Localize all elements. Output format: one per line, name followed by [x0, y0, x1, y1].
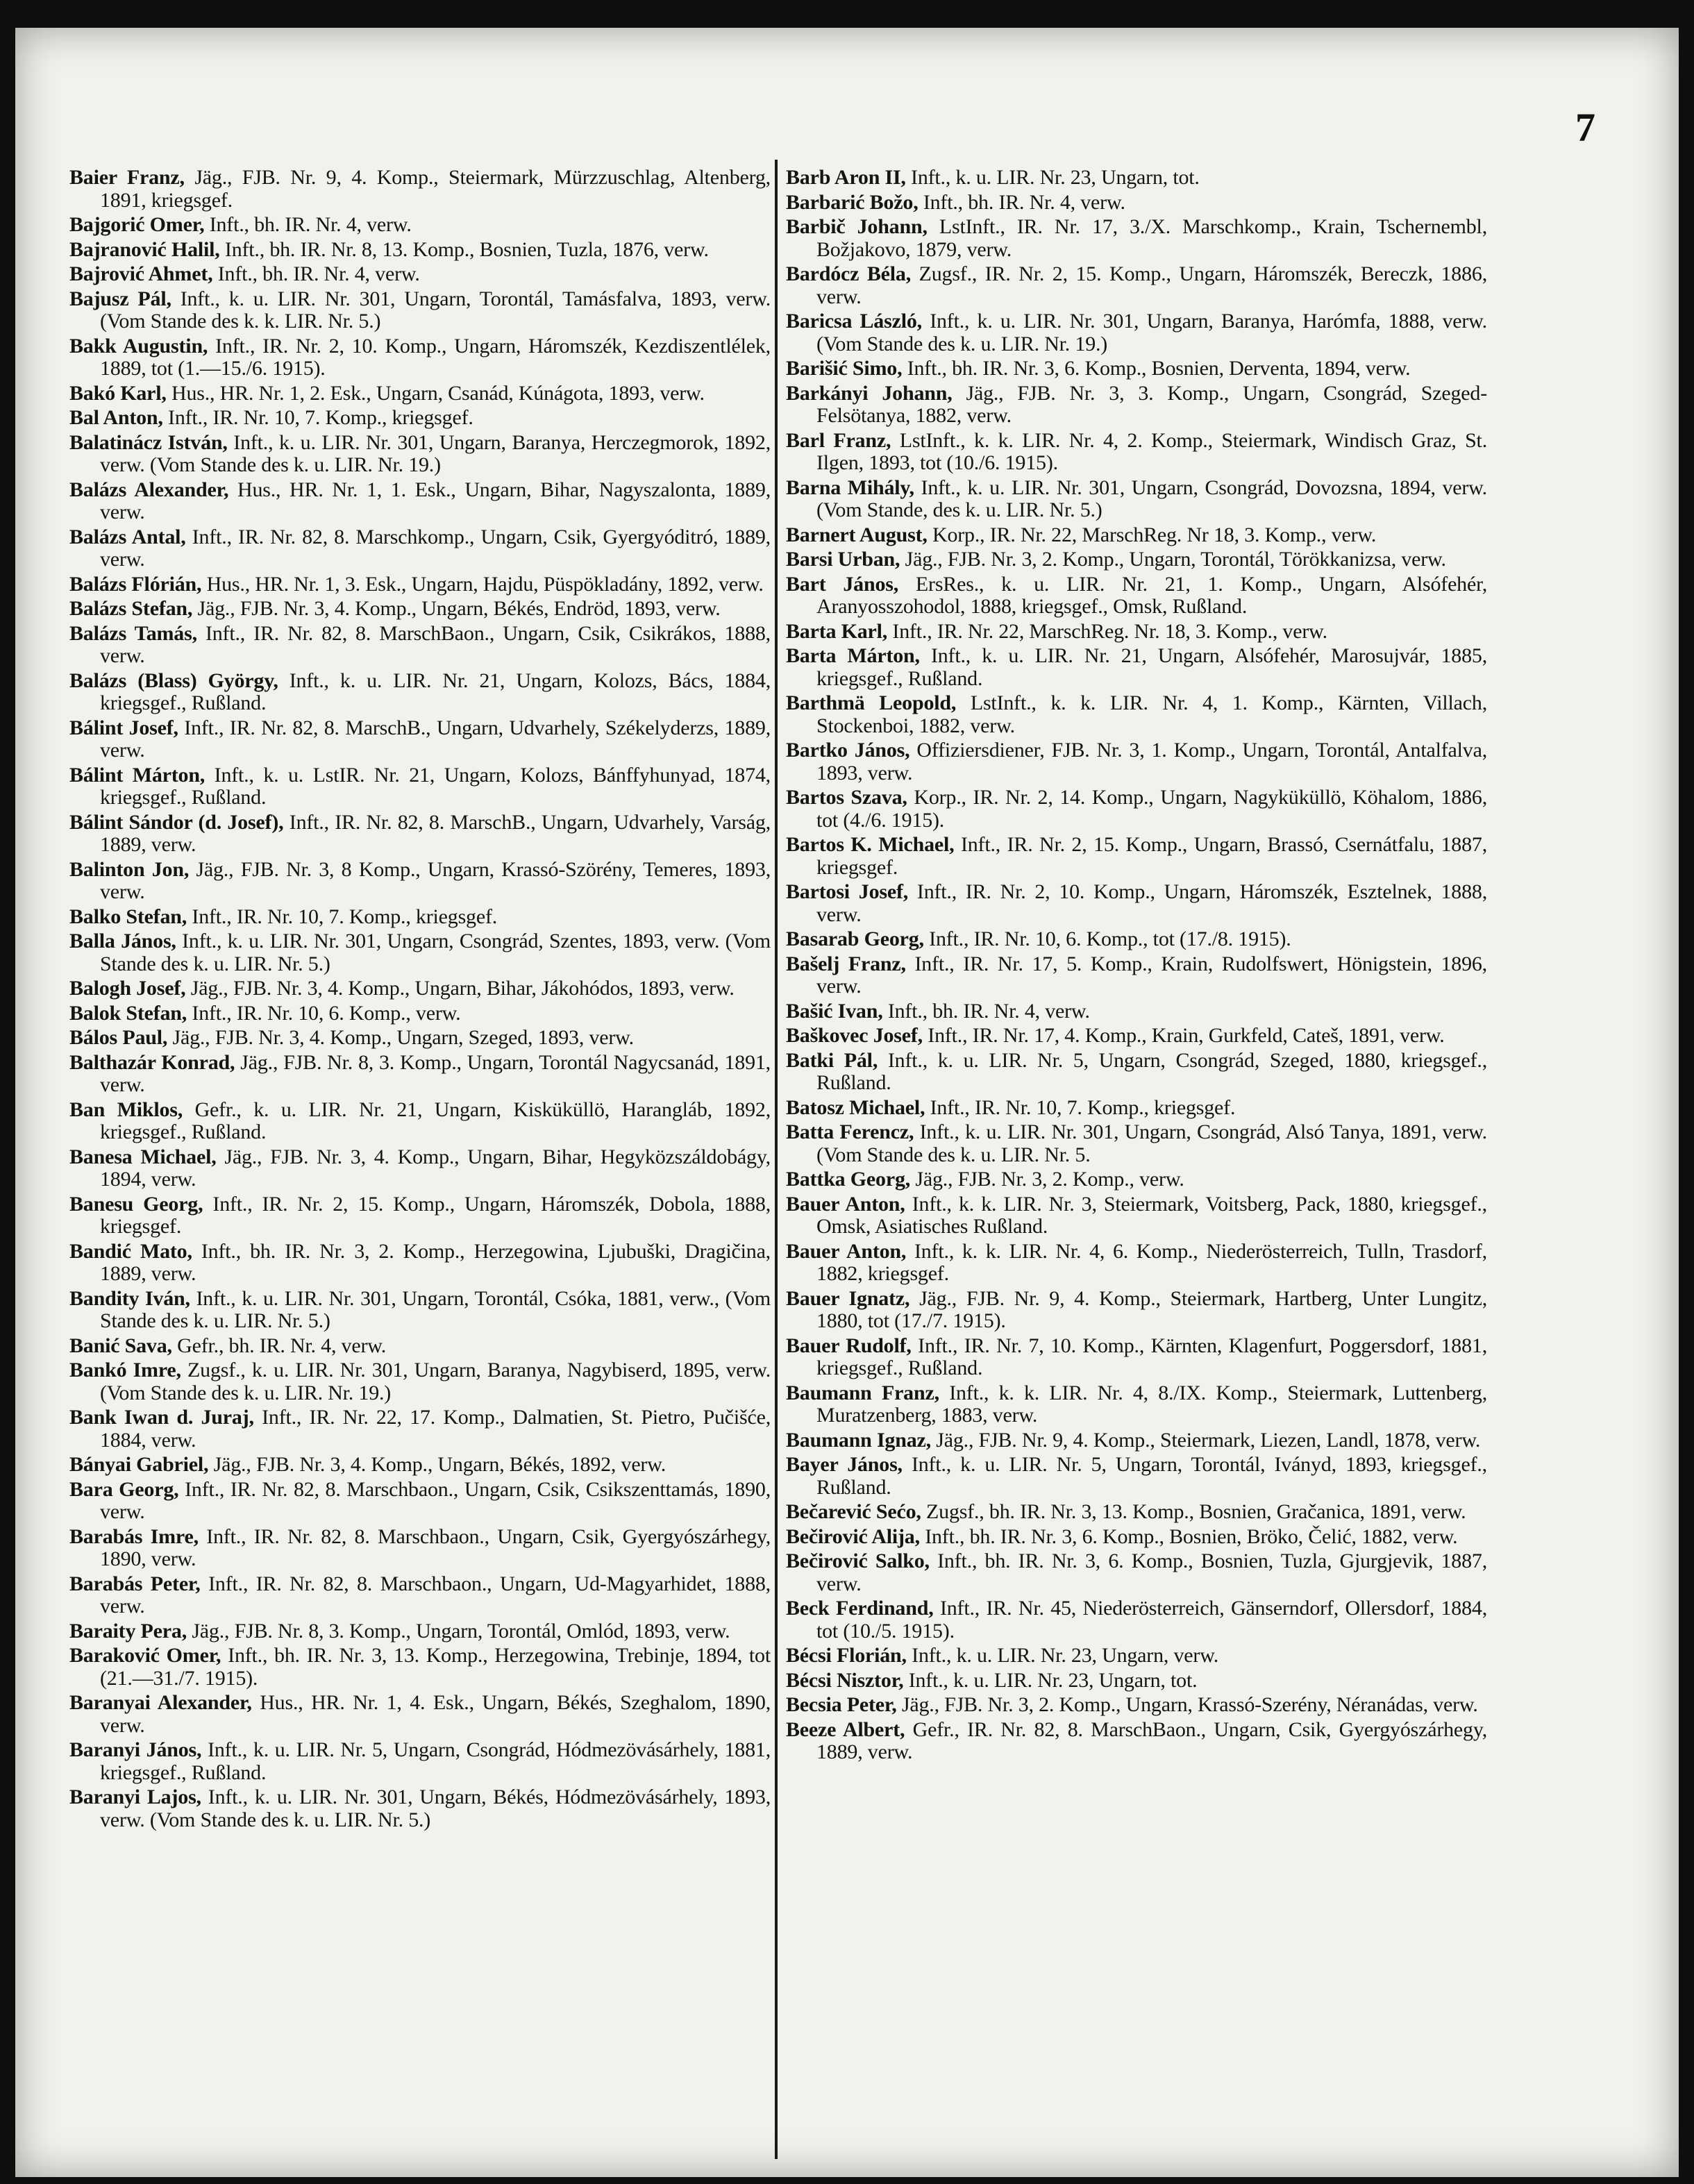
roster-entry [786, 430, 1487, 475]
roster-entry [786, 548, 1487, 571]
entry-name: Bašić Ivan, [786, 999, 883, 1023]
entry-details: Zugsf., bh. IR. Nr. 3, 13. Komp., Bosnien, Gračanica, 1891, verw. [926, 1500, 1466, 1523]
entry-name: Bečirović Salko, [786, 1549, 930, 1572]
entry-name: Balla János, [69, 930, 176, 952]
entry-details: Korp., IR. Nr. 2, 14. Komp., Ungarn, Nagyküküllö, Köhalom, 1886, tot (4./6. 1915). [816, 786, 1487, 832]
roster-entry [786, 1335, 1487, 1380]
roster-entry [786, 1501, 1487, 1524]
roster-entry [69, 1099, 771, 1144]
entry-details: Inft., IR. Nr. 2, 10. Komp., Ungarn, Háromszék, Esztelnek, 1888, verw. [816, 880, 1487, 926]
entry-details: Inft., k. u. LIR. Nr. 23, Ungarn, tot. [911, 167, 1200, 189]
left-column [69, 167, 771, 2152]
roster-entry [786, 1382, 1487, 1427]
entry-details: Gefr., IR. Nr. 82, 8. MarschBaon., Ungarn, Csik, Gyergyószárhegy, 1889, verw. [816, 1717, 1487, 1763]
entry-details: Inft., IR. Nr. 10, 6. Komp., tot (17./8. 1915). [929, 927, 1291, 950]
entry-details: Inft., bh. IR. Nr. 4, verw. [923, 190, 1125, 214]
roster-entry [786, 1526, 1487, 1549]
entry-details: Inft., k. u. LIR. Nr. 5, Ungarn, Csongrád, Hódmezövásárhely, 1881, kriegsgef., Rußland. [100, 1738, 771, 1784]
entry-details: Jäg., FJB. Nr. 3, 4. Komp., Ungarn, Bihar, Jákohódos, 1893, verw. [190, 977, 735, 1000]
entry-details: Inft., IR. Nr. 22, MarschReg. Nr. 18, 3. Komp., verw. [892, 619, 1327, 643]
roster-entry [786, 787, 1487, 832]
roster-entry [69, 1193, 771, 1238]
roster-entry [69, 859, 771, 904]
entry-name: Bartko János, [786, 739, 910, 762]
entry-details: Inft., bh. IR. Nr. 3, 6. Komp., Bosnien, Derventa, 1894, verw. [907, 357, 1411, 380]
roster-entry [786, 263, 1487, 308]
entry-name: Balinton Jon, [69, 857, 190, 881]
entry-name: Beck Ferdinand, [786, 1597, 934, 1620]
entry-details: Jäg., FJB. Nr. 9, 4. Komp., Steiermark, Mürzzuschlag, Altenberg, 1891, kriegsgef. [100, 167, 771, 212]
entry-name: Bal Anton, [69, 406, 163, 429]
entry-name: Barbarić Božo, [786, 190, 919, 214]
roster-entry [69, 1479, 771, 1524]
entry-details: Inft., IR. Nr. 82, 8. Marschbaon., Ungarn, Ud-Magyarhidet, 1888, verw. [100, 1572, 771, 1618]
entry-name: Bálint Márton, [69, 763, 206, 787]
roster-entry [69, 383, 771, 405]
entry-details: Inft., IR. Nr. 82, 8. MarschBaon., Ungarn, Csik, Csikrákos, 1888, verw. [100, 621, 771, 667]
roster-entry [69, 573, 771, 596]
entry-name: Barabás Imre, [69, 1524, 199, 1548]
roster-entry [786, 1241, 1487, 1286]
roster-entry [786, 881, 1487, 926]
entry-name: Bardócz Béla, [786, 262, 911, 285]
roster-entry [69, 812, 771, 857]
entry-name: Bálos Paul, [69, 1026, 168, 1049]
roster-entry [69, 1573, 771, 1618]
entry-details: Inft., IR. Nr. 10, 6. Komp., verw. [192, 1001, 461, 1025]
roster-entry [69, 1620, 771, 1643]
roster-entry [69, 930, 771, 975]
book-page [15, 28, 1679, 2177]
entry-details: Jäg., FJB. Nr. 8, 3. Komp., Ungarn, Torontál, Omlód, 1893, verw. [192, 1619, 730, 1643]
roster-entry [69, 479, 771, 524]
roster-entry [69, 906, 771, 929]
entry-name: Bečirović Alija, [786, 1524, 920, 1548]
roster-entry [786, 953, 1487, 998]
roster-entry [69, 670, 771, 715]
entry-name: Bečarević Sećo, [786, 1500, 921, 1523]
entry-details: Inft., k. u. LIR. Nr. 21, Ungarn, Alsófehér, Marosujvár, 1885, kriegsgef., Rußland. [816, 644, 1487, 690]
entry-name: Balko Stefan, [69, 905, 187, 928]
entry-name: Barbič Johann, [786, 215, 928, 238]
entry-details: Inft., IR. Nr. 22, 17. Komp., Dalmatien, St. Pietro, Pučišće, 1884, verw. [100, 1406, 771, 1452]
entry-name: Bartosi Josef, [786, 880, 909, 903]
entry-name: Baraković Omer, [69, 1644, 221, 1667]
roster-entry [69, 1241, 771, 1286]
entry-name: Bandić Mato, [69, 1239, 192, 1263]
roster-entry [69, 263, 771, 286]
entry-details: Inft., IR. Nr. 17, 5. Komp., Krain, Rudolfswert, Hönigstein, 1896, verw. [816, 952, 1487, 998]
entry-name: Barnert August, [786, 523, 928, 546]
entry-name: Bécsi Nisztor, [786, 1668, 904, 1692]
entry-name: Balázs Stefan, [69, 597, 193, 620]
roster-entry [69, 1739, 771, 1784]
roster-entry [786, 192, 1487, 215]
roster-entry [786, 645, 1487, 690]
entry-name: Balázs (Blass) György, [69, 669, 278, 692]
roster-entry [786, 928, 1487, 951]
entry-details: Inft., k. u. LIR. Nr. 301, Ungarn, Baranya, Harómfa, 1888, verw. (Vom Stande des k. u. LIR. Nr. 19.) [816, 310, 1487, 355]
entry-details: Inft., IR. Nr. 2, 15. Komp., Ungarn, Brassó, Csernátfalu, 1887, kriegsgef. [816, 833, 1487, 879]
entry-details: Inft., bh. IR. Nr. 3, 13. Komp., Herzegowina, Trebinje, 1894, tot (21.—31./7. 1915). [100, 1644, 771, 1690]
entry-name: Bakk Augustin, [69, 334, 208, 358]
entry-details: Inft., IR. Nr. 45, Niederösterreich, Gänserndorf, Ollersdorf, 1884, tot (10./5. 1915). [816, 1597, 1487, 1643]
entry-details: Inft., k. u. LIR. Nr. 5, Ungarn, Csongrád, Szeged, 1880, kriegsgef., Rußland. [816, 1048, 1487, 1094]
roster-entry [69, 977, 771, 1000]
roster-entry [786, 1050, 1487, 1095]
entry-details: Inft., IR. Nr. 82, 8. Marschkomp., Ungarn, Csik, Gyergyóditró, 1889, verw. [100, 525, 771, 571]
roster-entry [786, 1454, 1487, 1499]
entry-details: Zugsf., IR. Nr. 2, 15. Komp., Ungarn, Háromszék, Bereczk, 1886, verw. [816, 262, 1487, 308]
entry-details: Offiziersdiener, FJB. Nr. 3, 1. Komp., Ungarn, Torontál, Antalfalva, 1893, verw. [816, 739, 1487, 784]
entry-name: Bauer Anton, [786, 1192, 905, 1216]
roster-entry [786, 1168, 1487, 1191]
entry-details: Inft., IR. Nr. 10, 7. Komp., kriegsgef. [930, 1095, 1236, 1119]
roster-entry [786, 1597, 1487, 1643]
entry-details: Jäg., FJB. Nr. 9, 4. Komp., Steiermark, Hartberg, Unter Lungitz, 1880, tot (17./7. 1915). [816, 1286, 1487, 1332]
roster-entry [786, 573, 1487, 619]
entry-name: Beeze Albert, [786, 1717, 905, 1741]
entry-name: Bajrović Ahmet, [69, 262, 213, 285]
entry-details: LstInft., IR. Nr. 17, 3./X. Marschkomp., Krain, Tschernembl, Božjakovo, 1879, verw. [816, 215, 1487, 261]
roster-entry [786, 358, 1487, 380]
roster-entry [69, 764, 771, 809]
entry-details: Hus., HR. Nr. 1, 3. Esk., Ungarn, Hajdu, Püspökladány, 1892, verw. [206, 572, 764, 596]
entry-name: Ban Miklos, [69, 1098, 183, 1121]
roster-entry [69, 1454, 771, 1477]
entry-name: Baumann Franz, [786, 1381, 939, 1404]
entry-details: Inft., k. u. LstIR. Nr. 21, Ungarn, Kolozs, Bánffyhunyad, 1874, kriegsgef., Rußland. [100, 763, 771, 809]
entry-name: Baranyi Lajos, [69, 1786, 201, 1808]
roster-entry [786, 1288, 1487, 1333]
roster-entry [786, 1097, 1487, 1120]
roster-entry [69, 526, 771, 571]
entry-name: Bajusz Pál, [69, 287, 171, 310]
entry-name: Becsia Peter, [786, 1693, 897, 1716]
entry-details: Jäg., FJB. Nr. 3, 4. Komp., Ungarn, Békés, Endröd, 1893, verw. [197, 597, 721, 620]
roster-entry [69, 1288, 771, 1333]
roster-entry [69, 1146, 771, 1191]
roster-entry [69, 1645, 771, 1690]
entry-name: Bajgorić Omer, [69, 213, 205, 236]
entry-name: Bécsi Florián, [786, 1644, 907, 1667]
roster-entry [69, 239, 771, 262]
entry-name: Bauer Ignatz, [786, 1286, 910, 1310]
entry-details: LstInft., k. k. LIR. Nr. 4, 1. Komp., Kärnten, Villach, Stockenboi, 1882, verw. [816, 691, 1487, 737]
entry-name: Bauer Anton, [786, 1239, 907, 1263]
roster-entry [786, 216, 1487, 261]
entry-details: Inft., k. u. LIR. Nr. 301, Ungarn, Torontál, Tamásfalva, 1893, verw. (Vom Stande des k. k. LIR. Nr. 5.) [100, 287, 771, 333]
entry-details: Jäg., FJB. Nr. 3, 2. Komp., Ungarn, Krassó-Szerény, Néranádas, verw. [901, 1693, 1478, 1716]
entry-name: Barabás Peter, [69, 1572, 201, 1595]
entry-name: Bauer Rudolf, [786, 1334, 912, 1357]
entry-name: Bakó Karl, [69, 381, 167, 405]
roster-entry [69, 432, 771, 477]
entry-details: Inft., bh. IR. Nr. 3, 2. Komp., Herzegowina, Ljubuški, Dragičina, 1889, verw. [100, 1239, 771, 1285]
entry-details: Inft., k. u. LIR. Nr. 5, Ungarn, Torontál, Iványd, 1893, kriegsgef., Rußland. [816, 1453, 1487, 1499]
entry-name: Bajranović Halil, [69, 237, 220, 261]
entry-details: Inft., k. u. LIR. Nr. 23, Ungarn, tot. [908, 1668, 1198, 1692]
entry-name: Balogh Josef, [69, 977, 186, 1000]
entry-details: Inft., IR. Nr. 82, 8. MarschB., Ungarn, Udvarhely, Székelyderzs, 1889, verw. [100, 716, 771, 762]
entry-details: Inft., IR. Nr. 10, 7. Komp., kriegsgef. [192, 905, 498, 928]
entry-details: Inft., bh. IR. Nr. 4, verw. [217, 262, 420, 285]
entry-name: Balatinácz István, [69, 430, 228, 454]
entry-details: Jäg., FJB. Nr. 3, 2. Komp., verw. [915, 1168, 1184, 1191]
entry-name: Barthmä Leopold, [786, 691, 957, 714]
entry-details: Inft., k. u. LIR. Nr. 301, Ungarn, Csongrád, Szentes, 1893, verw. (Vom Stande des k. u. LIR. Nr. 5.) [100, 930, 771, 975]
roster-entry [69, 214, 771, 237]
entry-name: Barsi Urban, [786, 548, 900, 571]
entry-details: Jäg., FJB. Nr. 3, 4. Komp., Ungarn, Békés, 1892, verw. [213, 1453, 666, 1476]
entry-details: Inft., k. u. LIR. Nr. 21, Ungarn, Kolozs, Bács, 1884, kriegsgef., Rußland. [100, 669, 771, 714]
roster-entry [69, 407, 771, 430]
entry-name: Balázs Antal, [69, 525, 186, 548]
roster-entry [786, 621, 1487, 644]
entry-name: Battka Georg, [786, 1168, 911, 1191]
column-divider [775, 160, 778, 2159]
entry-details: Jäg., FJB. Nr. 3, 8 Komp., Ungarn, Krassó-Szörény, Temeres, 1893, verw. [100, 857, 771, 903]
entry-name: Bank Iwan d. Juraj, [69, 1406, 254, 1429]
entry-details: Gefr., k. u. LIR. Nr. 21, Ungarn, Kisküküllö, Harangláb, 1892, kriegsgef., Rußland. [100, 1098, 771, 1143]
entry-details: Jäg., FJB. Nr. 3, 4. Komp., Ungarn, Bihar, Hegyközszáldobágy, 1894, verw. [100, 1145, 771, 1191]
roster-entry [786, 834, 1487, 879]
entry-details: Inft., IR. Nr. 17, 4. Komp., Krain, Gurkfeld, Cateš, 1891, verw. [928, 1024, 1445, 1047]
entry-details: Jäg., FJB. Nr. 8, 3. Komp., Ungarn, Torontál Nagycsanád, 1891, verw. [100, 1050, 771, 1096]
entry-name: Balthazár Konrad, [69, 1050, 235, 1074]
entry-details: Inft., IR. Nr. 82, 8. MarschB., Ungarn, Udvarhely, Varság, 1889, verw. [100, 810, 771, 856]
entry-details: Inft., k. u. LIR. Nr. 301, Ungarn, Csongrád, Alsó Tanya, 1891, verw. (Vom Stande des k. u. LIR. Nr. 5. [816, 1120, 1487, 1166]
entry-details: LstInft., k. k. LIR. Nr. 4, 2. Komp., Steiermark, Windisch Graz, St. Ilgen, 1893, tot (10./6. 1915). [816, 428, 1487, 474]
entry-details: Hus., HR. Nr. 1, 1. Esk., Ungarn, Bihar, Nagyszalonta, 1889, verw. [100, 478, 771, 523]
entry-details: Zugsf., k. u. LIR. Nr. 301, Ungarn, Baranya, Nagybiserd, 1895, verw. (Vom Stande des k. u. LIR. Nr. 19.) [100, 1359, 771, 1404]
entry-details: Inft., IR. Nr. 2, 15. Komp., Ungarn, Háromszék, Dobola, 1888, kriegsgef. [100, 1192, 771, 1238]
entry-name: Balázs Tamás, [69, 621, 197, 645]
entry-name: Bálint Sándor (d. Josef), [69, 810, 284, 834]
entry-details: Inft., IR. Nr. 82, 8. Marschbaon., Ungarn, Csik, Csikszenttamás, 1890, verw. [100, 1477, 771, 1523]
entry-name: Barta Karl, [786, 619, 888, 643]
roster-entry [786, 383, 1487, 428]
entry-name: Batki Pál, [786, 1048, 878, 1072]
roster-entry [786, 1670, 1487, 1692]
entry-details: Jäg., FJB. Nr. 3, 3. Komp., Ungarn, Csongrád, Szeged-Felsötanya, 1882, verw. [816, 381, 1487, 427]
entry-details: ErsRes., k. u. LIR. Nr. 21, 1. Komp., Ungarn, Alsófehér, Aranyosszohodol, 1888, kriegsgef., Omsk, Rußland. [816, 572, 1487, 618]
entry-name: Batosz Michael, [786, 1095, 925, 1119]
entry-details: Inft., IR. Nr. 10, 7. Komp., kriegsgef. [168, 406, 473, 429]
entry-name: Bányai Gabriel, [69, 1453, 209, 1476]
entry-details: Inft., bh. IR. Nr. 4, verw. [209, 213, 412, 236]
entry-details: Inft., k. u. LIR. Nr. 301, Ungarn, Torontál, Csóka, 1881, verw., (Vom Stande des k. u. LIR. Nr. 5.) [100, 1286, 771, 1332]
entry-details: Inft., IR. Nr. 82, 8. Marschbaon., Ungarn, Csik, Gyergyószárhegy, 1890, verw. [100, 1524, 771, 1570]
roster-entry [786, 1121, 1487, 1166]
roster-entry [69, 167, 771, 212]
entry-details: Inft., IR. Nr. 2, 10. Komp., Ungarn, Háromszék, Kezdiszentlélek, 1889, tot (1.—15./6. 1915). [100, 334, 771, 380]
entry-details: Hus., HR. Nr. 1, 4. Esk., Ungarn, Békés, Szeghalom, 1890, verw. [100, 1691, 771, 1737]
entry-details: Jäg., FJB. Nr. 9, 4. Komp., Steiermark, Liezen, Landl, 1878, verw. [936, 1428, 1481, 1452]
entry-name: Bayer János, [786, 1453, 903, 1476]
entry-details: Inft., k. u. LIR. Nr. 301, Ungarn, Csongrád, Dovozsna, 1894, verw. (Vom Stande, des k. u. LIR. Nr. 5.) [816, 476, 1487, 521]
entry-name: Barna Mihály, [786, 476, 914, 499]
roster-entry [69, 1786, 771, 1831]
entry-name: Banesa Michael, [69, 1145, 217, 1168]
roster-entry [786, 1429, 1487, 1452]
entry-name: Barišić Simo, [786, 357, 903, 380]
roster-entry [69, 1027, 771, 1050]
roster-entry [69, 1692, 771, 1737]
roster-entry [69, 717, 771, 762]
entry-name: Balázs Flórián, [69, 572, 202, 596]
roster-entry [69, 1335, 771, 1358]
entry-details: Inft., bh. IR. Nr. 3, 6. Komp., Bosnien, Tuzla, Gjurgjevik, 1887, verw. [816, 1549, 1487, 1595]
roster-entry [69, 1359, 771, 1404]
roster-entry [69, 1526, 771, 1571]
entry-name: Baranyi János, [69, 1738, 202, 1761]
entry-details: Jäg., FJB. Nr. 3, 4. Komp., Ungarn, Szeged, 1893, verw. [172, 1026, 634, 1049]
entry-name: Barb Aron II, [786, 167, 906, 189]
entry-name: Bálint Josef, [69, 716, 178, 739]
entry-name: Baraity Pera, [69, 1619, 187, 1643]
entry-details: Inft., k. k. LIR. Nr. 3, Steiermark, Voitsberg, Pack, 1880, kriegsgef., Omsk, Asiatisches Rußland. [816, 1192, 1487, 1238]
entry-name: Baškovec Josef, [786, 1024, 923, 1047]
entry-name: Banić Sava, [69, 1334, 172, 1357]
entry-name: Barta Márton, [786, 644, 920, 667]
roster-entry [69, 1052, 771, 1097]
entry-name: Bankó Imre, [69, 1359, 181, 1381]
entry-name: Bartos Szava, [786, 786, 907, 809]
entry-name: Baricsa László, [786, 310, 922, 333]
roster-entry [786, 1000, 1487, 1023]
entry-name: Balázs Alexander, [69, 478, 229, 501]
roster-entry [786, 739, 1487, 784]
entry-details: Gefr., bh. IR. Nr. 4, verw. [177, 1334, 387, 1357]
entry-name: Baumann Ignaz, [786, 1428, 931, 1452]
entry-details: Inft., IR. Nr. 7, 10. Komp., Kärnten, Klagenfurt, Poggersdorf, 1881, kriegsgef., Rußland. [816, 1334, 1487, 1379]
roster-entry [69, 335, 771, 380]
entry-name: Bandity Iván, [69, 1286, 190, 1310]
entry-name: Batta Ferencz, [786, 1120, 914, 1143]
entry-details: Korp., IR. Nr. 22, MarschReg. Nr 18, 3. Komp., verw. [932, 523, 1377, 546]
entry-name: Barl Franz, [786, 428, 891, 452]
entry-name: Basarab Georg, [786, 927, 924, 950]
page-number: 7 [1575, 105, 1595, 150]
roster-entry [786, 524, 1487, 547]
roster-entry [786, 1550, 1487, 1595]
entry-name: Baier Franz, [69, 167, 185, 189]
roster-entry [786, 477, 1487, 522]
entry-name: Barkányi Johann, [786, 381, 953, 405]
entry-name: Bartos K. Michael, [786, 833, 955, 856]
entry-details: Inft., k. u. LIR. Nr. 23, Ungarn, verw. [912, 1644, 1219, 1667]
entry-details: Hus., HR. Nr. 1, 2. Esk., Ungarn, Csanád, Kúnágota, 1893, verw. [171, 381, 705, 405]
roster-entry [69, 288, 771, 333]
roster-entry [69, 1406, 771, 1452]
entry-details: Inft., bh. IR. Nr. 3, 6. Komp., Bosnien, Bröko, Čelić, 1882, verw. [925, 1524, 1458, 1548]
entry-details: Inft., bh. IR. Nr. 8, 13. Komp., Bosnien, Tuzla, 1876, verw. [224, 237, 709, 261]
roster-entry [69, 623, 771, 668]
entry-details: Inft., k. u. LIR. Nr. 301, Ungarn, Baranya, Herczegmorok, 1892, verw. (Vom Stande des k. u. LIR. Nr. 19.) [100, 430, 771, 476]
entry-name: Bart János, [786, 572, 899, 596]
entry-name: Banesu Georg, [69, 1192, 203, 1216]
entry-details: Inft., k. u. LIR. Nr. 301, Ungarn, Békés, Hódmezövásárhely, 1893, verw. (Vom Stande des k. u. LIR. Nr. 5.) [100, 1786, 771, 1831]
roster-entry [786, 167, 1487, 190]
entry-details: Jäg., FJB. Nr. 3, 2. Komp., Ungarn, Torontál, Törökkanizsa, verw. [905, 548, 1446, 571]
roster-entry [786, 1193, 1487, 1238]
roster-entry [786, 1694, 1487, 1717]
roster-entry [69, 1002, 771, 1025]
entry-details: Inft., k. k. LIR. Nr. 4, 8./IX. Komp., Steiermark, Luttenberg, Muratzenberg, 1883, verw. [816, 1381, 1487, 1427]
entry-name: Bašelj Franz, [786, 952, 906, 975]
right-column [786, 167, 1487, 2152]
entry-name: Balok Stefan, [69, 1001, 187, 1025]
entry-name: Bara Georg, [69, 1477, 179, 1501]
roster-entry [786, 310, 1487, 355]
roster-entry [69, 598, 771, 621]
entry-details: Inft., bh. IR. Nr. 4, verw. [887, 999, 1090, 1023]
entry-details: Inft., k. k. LIR. Nr. 4, 6. Komp., Niederösterreich, Tulln, Trasdorf, 1882, kriegsgef. [816, 1239, 1487, 1285]
roster-entry [786, 1645, 1487, 1668]
roster-entry [786, 692, 1487, 737]
roster-entry [786, 1025, 1487, 1048]
roster-entry [786, 1719, 1487, 1764]
entry-name: Baranyai Alexander, [69, 1691, 252, 1714]
